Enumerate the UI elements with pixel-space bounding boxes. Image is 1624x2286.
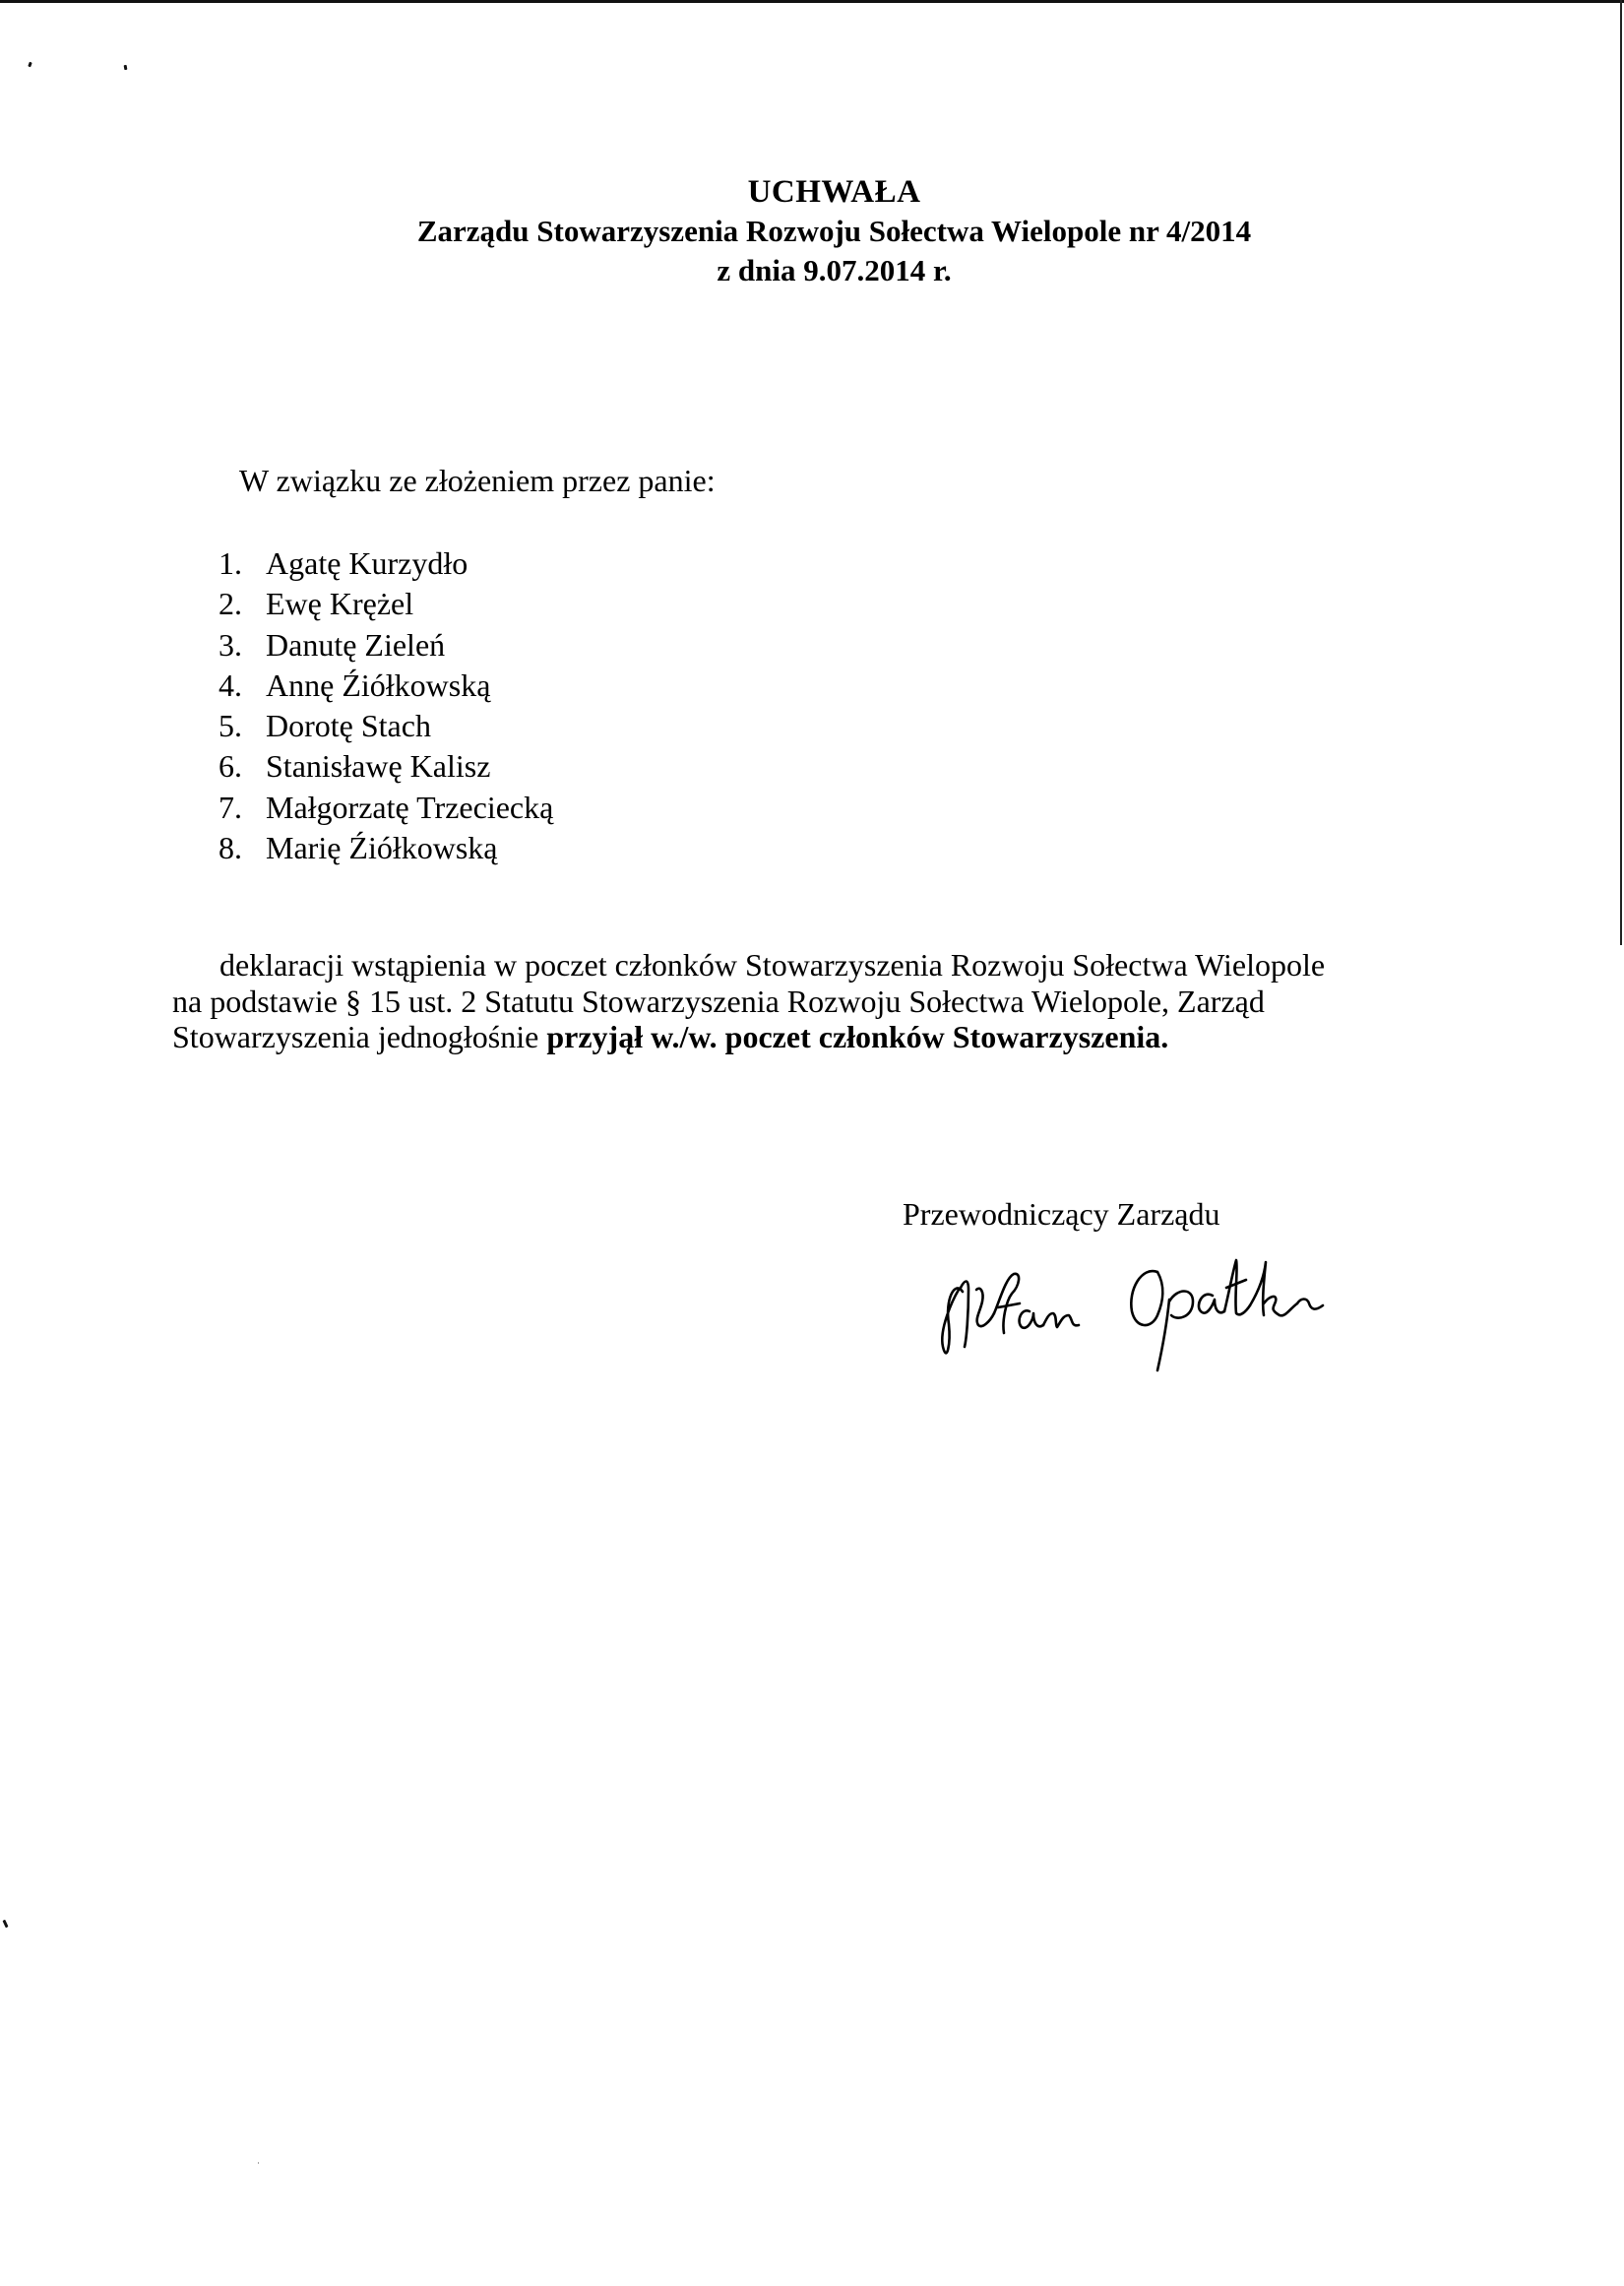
body-line: na podstawie § 15 ust. 2 Statutu Stowarzyszenia Rozwoju Sołectwa Wielopole, Zarząd xyxy=(172,983,1265,1019)
scan-speck xyxy=(28,62,32,68)
scan-speck xyxy=(258,2162,259,2164)
handwritten-signature xyxy=(935,1231,1388,1378)
list-number: 4. xyxy=(219,667,242,703)
list-item xyxy=(219,625,553,666)
title-date: z dnia 9.07.2014 r. xyxy=(717,253,952,287)
signature-title: Przewodniczący Zarządu xyxy=(903,1196,1220,1232)
list-number: 2. xyxy=(219,586,242,622)
member-name: Annę Źiółkowską xyxy=(266,667,491,703)
document-title xyxy=(0,172,1624,290)
scan-speck xyxy=(124,65,128,70)
list-item xyxy=(219,666,553,706)
title-main: UCHWAŁA xyxy=(747,174,921,210)
list-number: 3. xyxy=(219,626,242,663)
scan-edge-top xyxy=(0,0,1624,3)
member-name: Małgorzatę Trzeciecką xyxy=(266,789,554,825)
list-item xyxy=(219,706,553,746)
body-line xyxy=(172,1019,1491,1055)
intro-text: W związku ze złożeniem przez panie: xyxy=(239,463,716,498)
list-number: 7. xyxy=(219,789,242,825)
member-name: Stanisławę Kalisz xyxy=(266,748,491,785)
title-subtitle: Zarządu Stowarzyszenia Rozwoju Sołectwa Wielopole nr 4/2014 xyxy=(416,214,1252,248)
list-item xyxy=(219,828,553,868)
list-number: 6. xyxy=(219,748,242,785)
list-item xyxy=(219,543,553,584)
list-number: 8. xyxy=(219,830,242,866)
member-name: Dorotę Stach xyxy=(266,708,431,744)
member-name: Ewę Krężel xyxy=(266,586,414,622)
scan-speck xyxy=(2,1920,8,1929)
member-name: Danutę Zieleń xyxy=(266,626,446,663)
body-text-plain: Stowarzyszenia jednogłośnie xyxy=(172,1019,547,1054)
list-item xyxy=(219,746,553,787)
body-line: deklaracji wstąpienia w poczet członków Stowarzyszenia Rozwoju Sołectwa Wielopole xyxy=(219,947,1326,983)
list-item xyxy=(219,788,553,828)
resolution-body xyxy=(172,947,1491,1055)
member-name: Agatę Kurzydło xyxy=(266,545,468,581)
list-number: 5. xyxy=(219,708,242,744)
body-text-bold: przyjął w./w. poczet członków Stowarzyszenia. xyxy=(546,1019,1169,1054)
members-list xyxy=(219,543,553,868)
list-item xyxy=(219,584,553,624)
member-name: Marię Źiółkowską xyxy=(266,830,498,866)
list-number: 1. xyxy=(219,545,242,581)
scan-edge-right xyxy=(1620,0,1622,945)
